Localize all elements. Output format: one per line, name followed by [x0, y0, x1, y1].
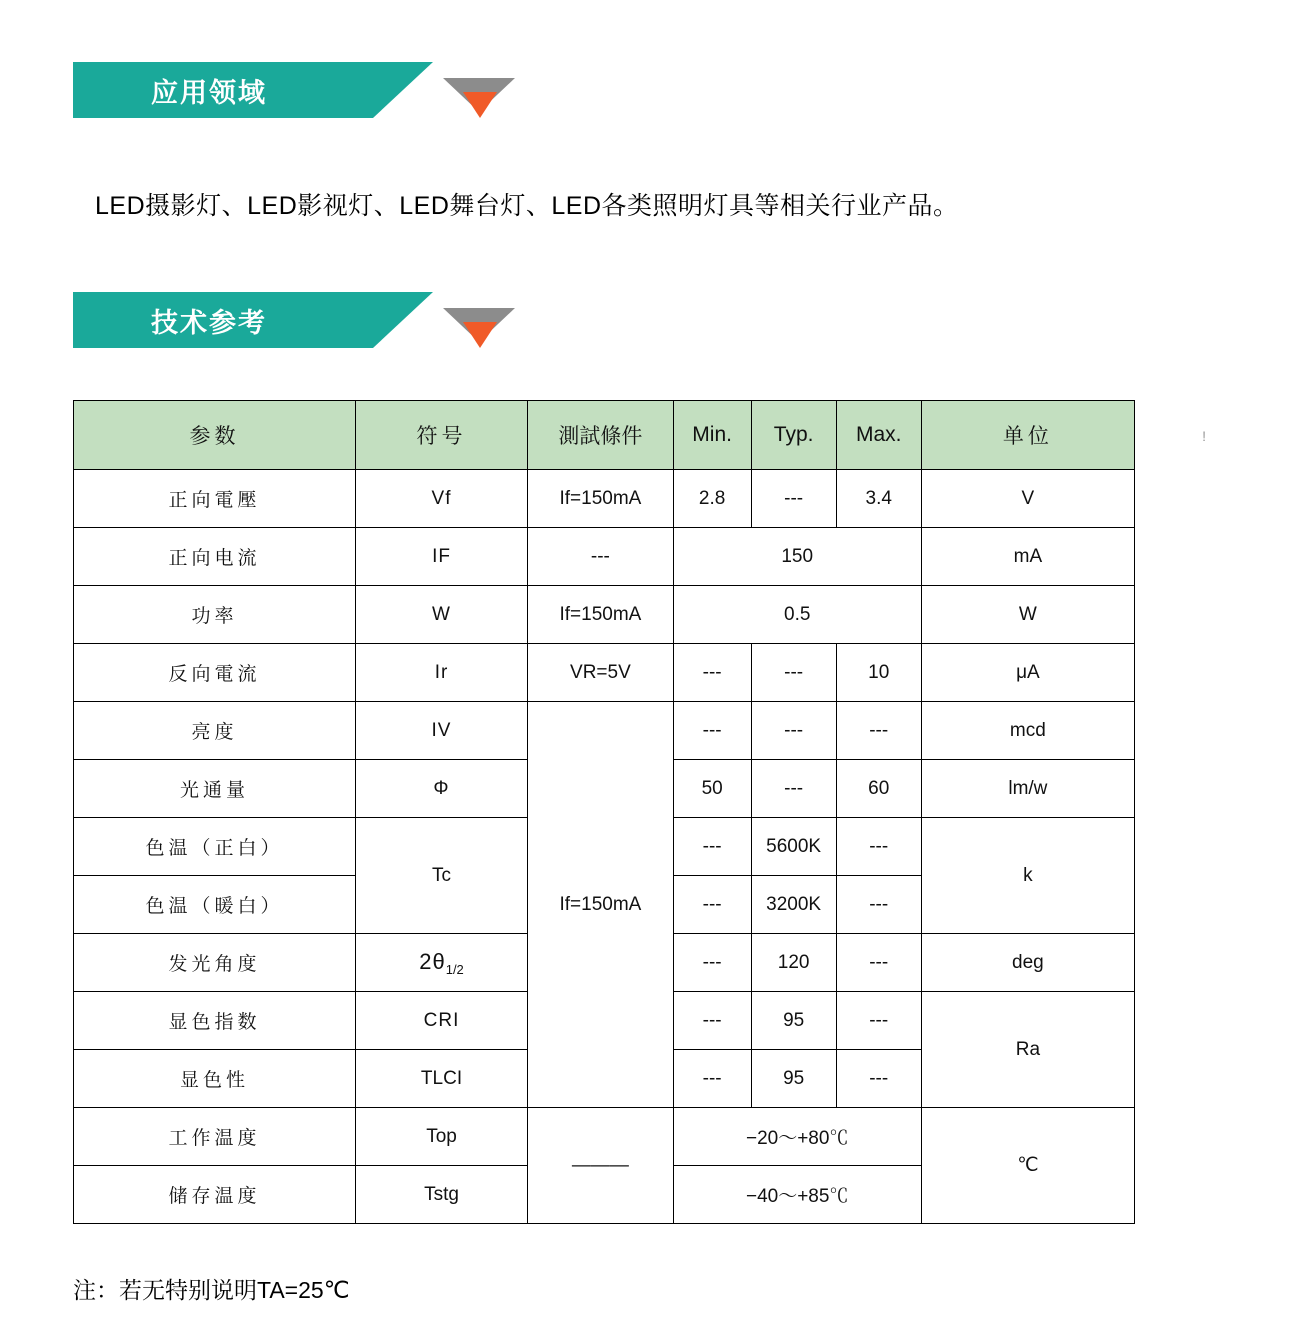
cell-min: --- — [673, 818, 751, 876]
table-row — [74, 702, 1135, 760]
banner-bar — [73, 62, 373, 118]
cell-min: --- — [673, 1050, 751, 1108]
cell-symbol: CRI — [355, 992, 527, 1050]
cell-typ: 5600K — [751, 818, 836, 876]
cell-param: 正向電壓 — [74, 470, 356, 528]
col-header-condition: 測試條件 — [528, 401, 674, 470]
col-header-symbol: 符号 — [355, 401, 527, 470]
cell-param: 正向电流 — [74, 528, 356, 586]
cell-param: 色温（暖白） — [74, 876, 356, 934]
col-header-param: 参数 — [74, 401, 356, 470]
cell-unit: ℃ — [921, 1108, 1134, 1224]
cell-min: --- — [673, 702, 751, 760]
cell-param: 工作温度 — [74, 1108, 356, 1166]
cell-symbol: Top — [355, 1108, 527, 1166]
spec-table-container — [73, 400, 1135, 1224]
cell-min: --- — [673, 644, 751, 702]
cell-min: --- — [673, 992, 751, 1050]
cell-param: 色温（正白） — [74, 818, 356, 876]
page-edge-mark: ! — [1202, 428, 1206, 444]
cell-max: --- — [836, 818, 921, 876]
table-row — [74, 586, 1135, 644]
cell-symbol-subscript: 1/2 — [445, 961, 464, 977]
cell-max: --- — [836, 1050, 921, 1108]
cell-symbol: TLCI — [355, 1050, 527, 1108]
cell-symbol-text: 2θ — [419, 948, 446, 974]
cell-typ: 95 — [751, 992, 836, 1050]
cell-min: 50 — [673, 760, 751, 818]
section-title-technical: 技术参考 — [151, 307, 267, 338]
col-header-typ: Typ. — [751, 401, 836, 470]
cell-symbol: Tc — [355, 818, 527, 934]
cell-param: 显色指数 — [74, 992, 356, 1050]
cell-min: 2.8 — [673, 470, 751, 528]
cell-max: 60 — [836, 760, 921, 818]
cell-unit: k — [921, 818, 1134, 934]
cell-value-span: 0.5 — [673, 586, 921, 644]
cell-unit: Ra — [921, 992, 1134, 1108]
cell-unit: mA — [921, 528, 1134, 586]
cell-symbol — [355, 934, 527, 992]
cell-symbol: IF — [355, 528, 527, 586]
cell-symbol: W — [355, 586, 527, 644]
cell-unit: μA — [921, 644, 1134, 702]
cell-condition-merged: If=150mA — [528, 702, 674, 1108]
application-description: LED摄影灯、LED影视灯、LED舞台灯、LED各类照明灯具等相关行业产品。 — [95, 192, 959, 220]
cell-param: 储存温度 — [74, 1166, 356, 1224]
cell-condition: --- — [528, 528, 674, 586]
banner-slant — [373, 292, 433, 348]
cell-unit: deg — [921, 934, 1134, 992]
cell-typ: --- — [751, 644, 836, 702]
cell-param: 光通量 — [74, 760, 356, 818]
cell-condition: If=150mA — [528, 586, 674, 644]
cell-max: --- — [836, 702, 921, 760]
cell-condition-merged: ——— — [528, 1108, 674, 1224]
col-header-max: Max. — [836, 401, 921, 470]
cell-typ: 120 — [751, 934, 836, 992]
table-row — [74, 1108, 1135, 1166]
section-banner-application — [73, 62, 525, 118]
col-header-unit: 单位 — [921, 401, 1134, 470]
cell-unit: mcd — [921, 702, 1134, 760]
cell-max: --- — [836, 934, 921, 992]
cell-unit: W — [921, 586, 1134, 644]
chevron-down-accent-icon — [463, 322, 497, 348]
cell-value-span: −40～+85℃ — [673, 1166, 921, 1224]
cell-symbol: Vf — [355, 470, 527, 528]
chevron-down-accent-icon — [463, 92, 497, 118]
col-header-min: Min. — [673, 401, 751, 470]
table-row — [74, 470, 1135, 528]
banner-chevrons — [433, 62, 525, 118]
banner-bar — [73, 292, 373, 348]
cell-symbol: IV — [355, 702, 527, 760]
table-row — [74, 528, 1135, 586]
cell-symbol: Ir — [355, 644, 527, 702]
cell-param: 反向電流 — [74, 644, 356, 702]
cell-param: 发光角度 — [74, 934, 356, 992]
specification-table — [73, 400, 1135, 1224]
cell-unit: lm/w — [921, 760, 1134, 818]
cell-typ: 3200K — [751, 876, 836, 934]
cell-max: --- — [836, 992, 921, 1050]
table-footnote: 注：若无特别说明TA=25℃ — [73, 1277, 350, 1303]
cell-max: 10 — [836, 644, 921, 702]
cell-min: --- — [673, 876, 751, 934]
cell-condition: VR=5V — [528, 644, 674, 702]
cell-min: --- — [673, 934, 751, 992]
cell-typ: 95 — [751, 1050, 836, 1108]
table-row — [74, 644, 1135, 702]
section-banner-technical — [73, 292, 525, 348]
section-title-application: 应用领域 — [151, 77, 267, 108]
cell-condition: If=150mA — [528, 470, 674, 528]
cell-typ: --- — [751, 760, 836, 818]
cell-value-span: −20～+80℃ — [673, 1108, 921, 1166]
cell-symbol: Φ — [355, 760, 527, 818]
banner-slant — [373, 62, 433, 118]
cell-typ: --- — [751, 702, 836, 760]
cell-max: 3.4 — [836, 470, 921, 528]
cell-param: 亮度 — [74, 702, 356, 760]
cell-typ: --- — [751, 470, 836, 528]
banner-chevrons — [433, 292, 525, 348]
cell-param: 功率 — [74, 586, 356, 644]
table-header-row — [74, 401, 1135, 470]
cell-param: 显色性 — [74, 1050, 356, 1108]
cell-max: --- — [836, 876, 921, 934]
cell-symbol: Tstg — [355, 1166, 527, 1224]
cell-value-span: 150 — [673, 528, 921, 586]
cell-unit: V — [921, 470, 1134, 528]
